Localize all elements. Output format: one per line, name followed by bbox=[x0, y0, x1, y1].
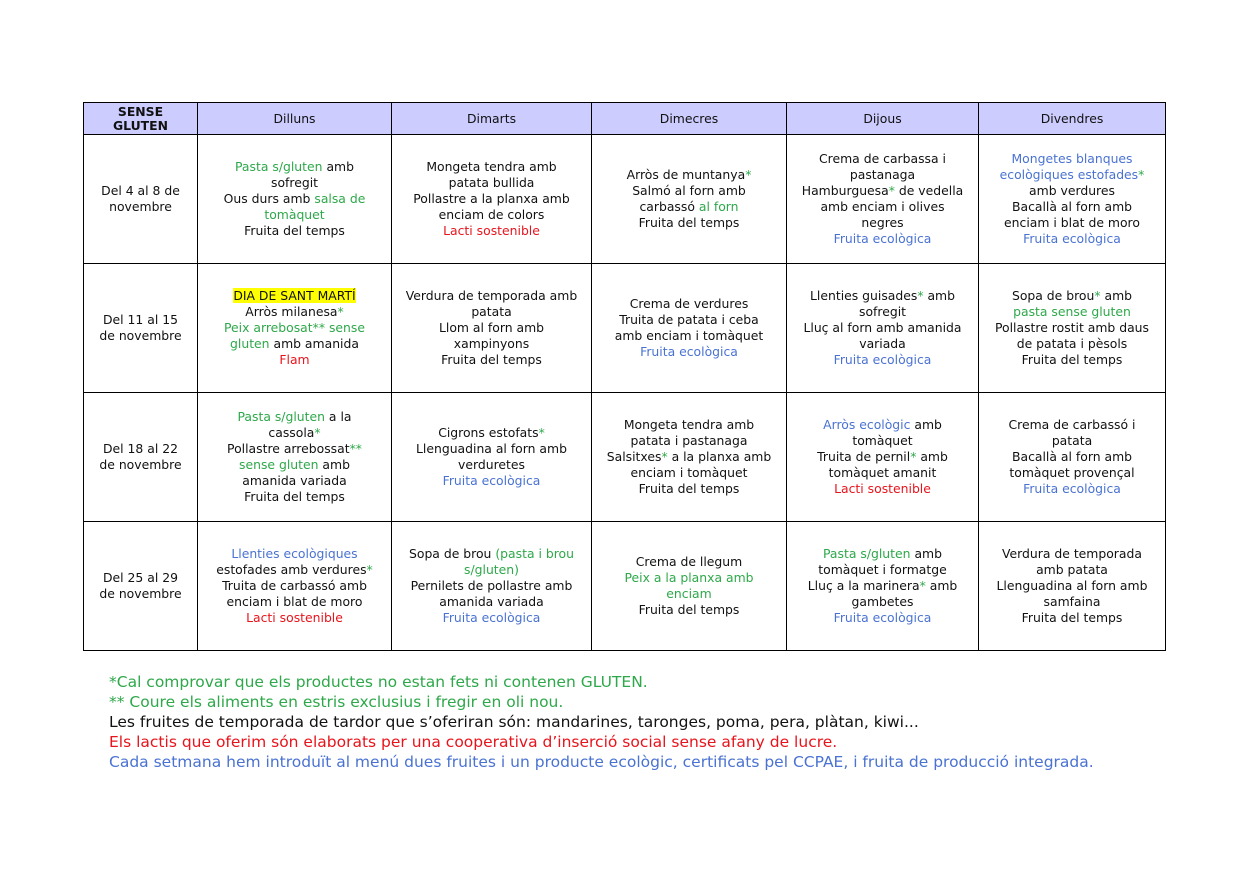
dish-text: Pollastre rostit amb daus bbox=[995, 320, 1149, 335]
dish-text: patata bullida bbox=[448, 175, 535, 190]
menu-cell bbox=[198, 522, 392, 651]
dish-line bbox=[395, 320, 588, 336]
footnote-line: *Cal comprovar que els productes no estan fets ni contenen GLUTEN. bbox=[109, 673, 648, 691]
dish-text: amanida variada bbox=[242, 473, 347, 488]
week-date-line: Del 4 al 8 de bbox=[101, 183, 180, 198]
dish-text: Crema de carbassó i bbox=[1008, 417, 1136, 432]
dish-line bbox=[201, 159, 388, 175]
day-header-monday: Dilluns bbox=[198, 103, 392, 135]
day-header-wednesday: Dimecres bbox=[592, 103, 787, 135]
dish-text: Llenguadina al forn amb bbox=[416, 441, 567, 456]
dish-line bbox=[982, 481, 1162, 497]
dish-text: enciam de colors bbox=[438, 207, 545, 222]
dish-text: Fruita del temps bbox=[1021, 610, 1123, 625]
dish-line bbox=[982, 288, 1162, 304]
dish-text: de vedella bbox=[894, 183, 964, 198]
dish-line bbox=[201, 562, 388, 578]
dish-text: enciam i tomàquet bbox=[630, 465, 748, 480]
dish-line bbox=[790, 562, 975, 578]
dish-text: Pasta s/gluten bbox=[235, 159, 323, 174]
menu-cell bbox=[787, 522, 979, 651]
dish-text: Fruita ecològica bbox=[833, 352, 932, 367]
week-date-line: novembre bbox=[109, 199, 172, 214]
dish-text: (pasta i brou bbox=[495, 546, 574, 561]
week-date-line: de novembre bbox=[99, 457, 182, 472]
dish-text: al forn bbox=[698, 199, 739, 214]
dish-text: Verdura de temporada amb bbox=[405, 288, 578, 303]
dish-line bbox=[790, 336, 975, 352]
dish-text: Flam bbox=[279, 352, 310, 367]
dish-text: Llenties ecològiques bbox=[231, 546, 358, 561]
dish-text: sofregit bbox=[858, 304, 906, 319]
dish-line bbox=[790, 231, 975, 247]
diet-label-line: SENSE bbox=[117, 103, 164, 119]
dish-text: negres bbox=[861, 215, 904, 230]
dish-text: Fruita ecològica bbox=[442, 473, 541, 488]
dish-text: Fruita del temps bbox=[638, 602, 740, 617]
dish-text: Crema de verdures bbox=[629, 296, 749, 311]
dish-line bbox=[395, 175, 588, 191]
dish-text: Truita de patata i ceba bbox=[619, 312, 759, 327]
dish-line bbox=[982, 465, 1162, 481]
dish-line bbox=[982, 594, 1162, 610]
menu-cell bbox=[592, 393, 787, 522]
dish-line bbox=[982, 231, 1162, 247]
dish-line bbox=[790, 546, 975, 562]
week-date-line: de novembre bbox=[99, 328, 182, 343]
dish-text: amb verdures bbox=[1029, 183, 1115, 198]
week-row bbox=[84, 393, 1166, 522]
dish-line bbox=[395, 304, 588, 320]
week-row bbox=[84, 135, 1166, 264]
dish-text: salsa de bbox=[314, 191, 366, 206]
dish-text: Fruita ecològica bbox=[640, 344, 738, 359]
dish-line bbox=[982, 546, 1162, 562]
dish-line bbox=[790, 578, 975, 594]
dish-text: Salmó al forn amb bbox=[632, 183, 746, 198]
dish-text: variada bbox=[859, 336, 906, 351]
dish-line bbox=[395, 191, 588, 207]
menu-cell bbox=[787, 135, 979, 264]
dish-text: Verdura de temporada bbox=[1002, 546, 1142, 561]
dish-text: amb amanida bbox=[269, 336, 359, 351]
dish-text: enciam i blat de moro bbox=[1004, 215, 1140, 230]
menu-cell bbox=[787, 393, 979, 522]
dish-text: Pasta s/gluten bbox=[237, 409, 325, 424]
dish-text: Fruita ecològica bbox=[1023, 481, 1121, 496]
dish-line bbox=[201, 473, 388, 489]
dish-text: * bbox=[917, 288, 924, 303]
dish-line bbox=[790, 465, 975, 481]
dish-text: amb enciam i tomàquet bbox=[614, 328, 764, 343]
dish-line bbox=[790, 320, 975, 336]
dish-text: ecològiques estofades bbox=[999, 167, 1139, 182]
menu-cell bbox=[592, 135, 787, 264]
menu-cell bbox=[979, 522, 1166, 651]
menu-body bbox=[84, 135, 1166, 651]
dish-line bbox=[595, 215, 783, 231]
dish-text: Arròs milanesa bbox=[245, 304, 338, 319]
dish-text: estofades amb verdures bbox=[216, 562, 367, 577]
dish-text: tomàquet provençal bbox=[1009, 465, 1135, 480]
dish-text: Mongeta tendra amb bbox=[426, 159, 557, 174]
dish-line bbox=[595, 554, 783, 570]
dish-text: a la planxa amb bbox=[667, 449, 772, 464]
day-header-friday: Divendres bbox=[979, 103, 1166, 135]
dish-text: Fruita del temps bbox=[441, 352, 542, 367]
dish-line bbox=[595, 602, 783, 618]
dish-line bbox=[982, 352, 1162, 368]
dish-text: sofregit bbox=[270, 175, 318, 190]
dish-text: Ous durs amb bbox=[223, 191, 315, 206]
dish-line bbox=[201, 578, 388, 594]
dish-text: Salsitxes bbox=[606, 449, 662, 464]
dish-text: amb bbox=[923, 288, 955, 303]
dish-text: a la bbox=[324, 409, 352, 424]
dish-line bbox=[982, 417, 1162, 433]
highlighted-event-text: DIA DE SANT MARTÍ bbox=[233, 288, 356, 303]
dish-text: tomàquet amanit bbox=[828, 465, 937, 480]
dish-text: Lluç a la marinera bbox=[807, 578, 920, 593]
dish-line bbox=[595, 328, 783, 344]
dish-line bbox=[982, 320, 1162, 336]
week-date-line: de novembre bbox=[99, 586, 182, 601]
menu-cell bbox=[979, 264, 1166, 393]
dish-line bbox=[201, 610, 388, 626]
menu-cell bbox=[592, 522, 787, 651]
dish-line bbox=[201, 320, 388, 336]
dish-line bbox=[982, 304, 1162, 320]
week-row bbox=[84, 264, 1166, 393]
dish-line bbox=[982, 336, 1162, 352]
dish-text: Pollastre arrebossat bbox=[227, 441, 350, 456]
dish-text: Lacti sostenible bbox=[834, 481, 931, 496]
dish-line bbox=[395, 610, 588, 626]
dish-line bbox=[595, 344, 783, 360]
dish-text: Pernilets de pollastre amb bbox=[410, 578, 573, 593]
dish-text: Fruita ecològica bbox=[833, 231, 932, 246]
dish-line bbox=[201, 223, 388, 239]
dish-text: amb patata bbox=[1036, 562, 1108, 577]
dish-line bbox=[395, 336, 588, 352]
dish-line bbox=[395, 562, 588, 578]
dish-text: sense gluten bbox=[239, 457, 319, 472]
footnote-line: Cada setmana hem introduït al menú dues fruites i un producte ecològic, certificats pel CCPAE, i fruita de producció integrada. bbox=[109, 753, 1094, 771]
dish-line bbox=[790, 288, 975, 304]
dish-text: Mongetes blanques bbox=[1011, 151, 1133, 166]
day-header-tuesday: Dimarts bbox=[392, 103, 592, 135]
dish-line bbox=[395, 288, 588, 304]
dish-text: Crema de llegum bbox=[635, 554, 743, 569]
dish-text: Cigrons estofats bbox=[438, 425, 539, 440]
dish-text: tomàquet bbox=[852, 433, 913, 448]
dish-line bbox=[395, 207, 588, 223]
dish-line bbox=[982, 183, 1162, 199]
dish-text: Lacti sostenible bbox=[246, 610, 343, 625]
dish-text: Pasta s/gluten bbox=[823, 546, 911, 561]
dish-line bbox=[790, 449, 975, 465]
dish-text: s/gluten) bbox=[464, 562, 519, 577]
dish-text: Hamburguesa bbox=[801, 183, 889, 198]
dish-line bbox=[595, 433, 783, 449]
dish-text: * bbox=[910, 449, 917, 464]
dish-line bbox=[595, 296, 783, 312]
dish-text: Peix arrebosat** sense bbox=[224, 320, 365, 335]
dish-text: Bacallà al forn amb bbox=[1011, 449, 1133, 464]
week-date-line: Del 18 al 22 bbox=[103, 441, 178, 456]
dish-line bbox=[595, 183, 783, 199]
dish-line bbox=[982, 610, 1162, 626]
dish-text: Llenguadina al forn amb bbox=[996, 578, 1148, 593]
dish-text: * bbox=[661, 449, 668, 464]
dish-text: Lacti sostenible bbox=[443, 223, 540, 238]
week-date-label bbox=[84, 393, 198, 522]
dish-text: Fruita ecològica bbox=[833, 610, 932, 625]
dish-text: enciam bbox=[666, 586, 712, 601]
dish-text: amanida variada bbox=[439, 594, 544, 609]
dish-line bbox=[201, 425, 388, 441]
dish-line bbox=[982, 433, 1162, 449]
menu-cell bbox=[392, 264, 592, 393]
dish-line bbox=[395, 441, 588, 457]
dish-line bbox=[595, 167, 783, 183]
dish-line bbox=[595, 417, 783, 433]
dish-text: pasta sense gluten bbox=[1013, 304, 1131, 319]
dish-line bbox=[395, 352, 588, 368]
dish-text: ** bbox=[349, 441, 362, 456]
dish-line bbox=[201, 594, 388, 610]
dish-line bbox=[982, 151, 1162, 167]
dish-text: amb bbox=[318, 457, 350, 472]
dish-text: Fruita del temps bbox=[244, 489, 345, 504]
dish-text: amb bbox=[925, 578, 958, 593]
week-row bbox=[84, 522, 1166, 651]
week-date-line: Del 25 al 29 bbox=[103, 570, 178, 585]
dish-line bbox=[595, 312, 783, 328]
dish-text: patata bbox=[1051, 433, 1093, 448]
dish-text: amb bbox=[916, 449, 948, 464]
dish-line bbox=[201, 336, 388, 352]
dish-line bbox=[790, 183, 975, 199]
dish-text: de patata i pèsols bbox=[1016, 336, 1128, 351]
dish-text: * bbox=[1094, 288, 1101, 303]
dish-text: tomàquet bbox=[264, 207, 325, 222]
dish-line bbox=[595, 586, 783, 602]
dish-line bbox=[201, 304, 388, 320]
dish-text: Llenties guisades bbox=[810, 288, 918, 303]
diet-label-line: GLUTEN bbox=[113, 117, 168, 133]
header-row bbox=[84, 103, 1166, 135]
dish-text: amb enciam i olives bbox=[820, 199, 945, 214]
dish-line bbox=[395, 594, 588, 610]
menu-cell bbox=[392, 393, 592, 522]
dish-line bbox=[982, 449, 1162, 465]
dish-text: Truita de pernil bbox=[817, 449, 911, 464]
dish-line bbox=[201, 457, 388, 473]
dish-text: Fruita del temps bbox=[638, 481, 740, 496]
dish-line bbox=[201, 288, 388, 304]
dish-text: Fruita ecològica bbox=[442, 610, 541, 625]
dish-line bbox=[982, 199, 1162, 215]
dish-text: * bbox=[337, 304, 344, 319]
diet-label-header bbox=[84, 103, 198, 135]
dish-line bbox=[395, 425, 588, 441]
dish-line bbox=[201, 175, 388, 191]
dish-line bbox=[790, 199, 975, 215]
dish-line bbox=[395, 223, 588, 239]
dish-line bbox=[595, 465, 783, 481]
dish-line bbox=[790, 304, 975, 320]
dish-text: * bbox=[888, 183, 895, 198]
dish-line bbox=[982, 215, 1162, 231]
dish-text: tomàquet i formatge bbox=[818, 562, 947, 577]
menu-cell bbox=[787, 264, 979, 393]
dish-line bbox=[790, 151, 975, 167]
menu-cell bbox=[979, 135, 1166, 264]
dish-line bbox=[395, 473, 588, 489]
footnote-line: Els lactis que oferim són elaborats per una cooperativa d’inserció social sense afany de lucre. bbox=[109, 733, 838, 751]
footnotes bbox=[109, 672, 1094, 772]
menu-cell bbox=[979, 393, 1166, 522]
dish-line bbox=[982, 167, 1162, 183]
dish-text: Sopa de brou bbox=[409, 546, 496, 561]
footnote-line: ** Coure els aliments en estris exclusius i fregir en oli nou. bbox=[109, 693, 564, 711]
dish-text: patata bbox=[471, 304, 512, 319]
dish-text: Pollastre a la planxa amb bbox=[413, 191, 570, 206]
menu-cell bbox=[198, 135, 392, 264]
dish-text: Crema de carbassa i bbox=[819, 151, 946, 166]
week-date-label bbox=[84, 264, 198, 393]
dish-text: Fruita del temps bbox=[1021, 352, 1123, 367]
dish-text: * bbox=[919, 578, 926, 593]
dish-text: * bbox=[745, 167, 752, 182]
dish-text: Truita de carbassó amb bbox=[222, 578, 367, 593]
dish-text: verduretes bbox=[458, 457, 525, 472]
dish-line bbox=[982, 578, 1162, 594]
dish-text: Fruita ecològica bbox=[1023, 231, 1121, 246]
week-date-line: Del 11 al 15 bbox=[103, 312, 178, 327]
dish-text: * bbox=[1138, 167, 1145, 182]
dish-line bbox=[790, 352, 975, 368]
dish-line bbox=[790, 215, 975, 231]
dish-text: Lluç al forn amb amanida bbox=[803, 320, 962, 335]
dish-text: amb bbox=[1100, 288, 1133, 303]
dish-text: amb bbox=[322, 159, 354, 174]
week-date-label bbox=[84, 135, 198, 264]
dish-line bbox=[790, 481, 975, 497]
menu-cell bbox=[198, 393, 392, 522]
dish-text: * bbox=[314, 425, 321, 440]
dish-line bbox=[595, 449, 783, 465]
dish-line bbox=[790, 610, 975, 626]
dish-text: Llom al forn amb bbox=[438, 320, 545, 335]
dish-line bbox=[201, 352, 388, 368]
dish-line bbox=[595, 570, 783, 586]
footnote-line: Les fruites de temporada de tardor que s’oferiran són: mandarines, taronges, poma, pera, plàtan, kiwi... bbox=[109, 713, 919, 731]
dish-text: Peix a la planxa amb bbox=[624, 570, 754, 585]
dish-text: xampinyons bbox=[453, 336, 530, 351]
dish-text: Sopa de brou bbox=[1011, 288, 1095, 303]
dish-line bbox=[395, 159, 588, 175]
dish-text: pastanaga bbox=[849, 167, 916, 182]
menu-cell bbox=[392, 135, 592, 264]
dish-line bbox=[201, 409, 388, 425]
dish-text: patata i pastanaga bbox=[630, 433, 748, 448]
dish-line bbox=[201, 207, 388, 223]
dish-line bbox=[790, 167, 975, 183]
dish-line bbox=[982, 562, 1162, 578]
dish-text: Bacallà al forn amb bbox=[1011, 199, 1133, 214]
menu-cell bbox=[592, 264, 787, 393]
dish-text: carbassó bbox=[639, 199, 699, 214]
dish-text: amb bbox=[910, 546, 942, 561]
dish-line bbox=[201, 546, 388, 562]
dish-line bbox=[790, 433, 975, 449]
dish-line bbox=[595, 481, 783, 497]
dish-text: gluten bbox=[230, 336, 270, 351]
dish-text: Arròs de muntanya bbox=[626, 167, 746, 182]
dish-line bbox=[790, 594, 975, 610]
dish-text: enciam i blat de moro bbox=[226, 594, 363, 609]
dish-text: Fruita del temps bbox=[244, 223, 345, 238]
dish-line bbox=[395, 578, 588, 594]
dish-line bbox=[395, 546, 588, 562]
menu-cell bbox=[392, 522, 592, 651]
menu-cell bbox=[198, 264, 392, 393]
dish-text: gambetes bbox=[851, 594, 914, 609]
dish-text: amb bbox=[910, 417, 942, 432]
menu-table bbox=[83, 102, 1166, 651]
dish-line bbox=[595, 199, 783, 215]
dish-text: cassola bbox=[268, 425, 315, 440]
dish-text: Mongeta tendra amb bbox=[623, 417, 755, 432]
dish-line bbox=[201, 441, 388, 457]
dish-line bbox=[201, 489, 388, 505]
day-header-thursday: Dijous bbox=[787, 103, 979, 135]
week-date-label bbox=[84, 522, 198, 651]
dish-line bbox=[395, 457, 588, 473]
dish-text: Arròs ecològic bbox=[823, 417, 911, 432]
dish-line bbox=[790, 417, 975, 433]
dish-text: * bbox=[538, 425, 545, 440]
dish-text: samfaina bbox=[1043, 594, 1101, 609]
dish-text: * bbox=[366, 562, 373, 577]
dish-line bbox=[201, 191, 388, 207]
dish-text: Fruita del temps bbox=[638, 215, 740, 230]
